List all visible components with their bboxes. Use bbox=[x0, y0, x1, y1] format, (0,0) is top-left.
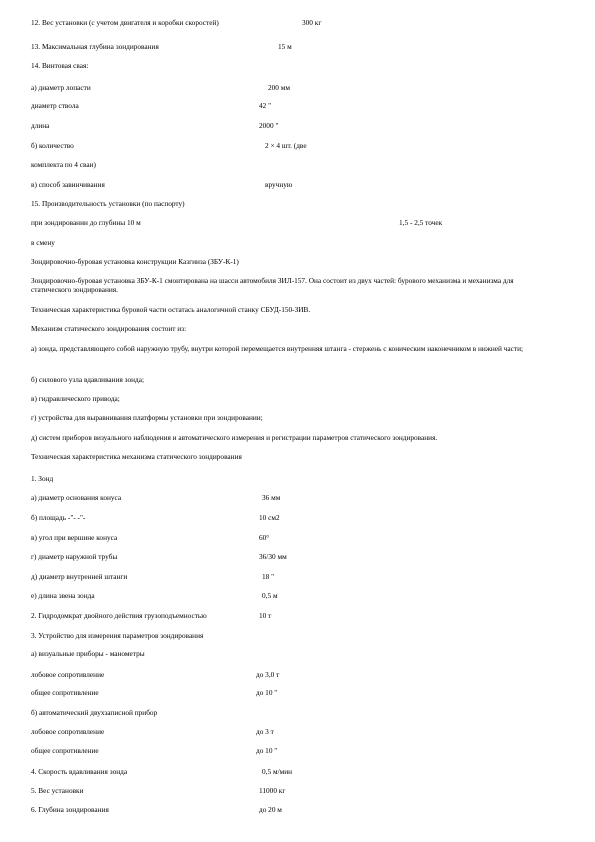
screwing-method-value: вручную bbox=[265, 180, 293, 189]
screwing-method-label: в) способ завинчивания bbox=[31, 180, 105, 189]
hydraulic-jack-value: 10 т bbox=[259, 611, 272, 620]
visual-total-resistance-value: до 10 " bbox=[256, 688, 278, 697]
visual-tip-resistance-label: лобовое сопротивление bbox=[31, 670, 105, 679]
measuring-device-heading: 3. Устройство для измерения параметров зондирования bbox=[31, 631, 204, 640]
outer-pipe-label: г) диаметр наружной трубы bbox=[31, 552, 118, 561]
spec-depth-value: 15 м bbox=[278, 42, 292, 51]
auto-total-resistance-value: до 10 " bbox=[256, 746, 278, 755]
auto-tip-resistance-label: лобовое сопротивление bbox=[31, 727, 105, 736]
shaft-diameter-value: 42 " bbox=[259, 101, 272, 110]
cone-diameter-value: 36 мм bbox=[262, 493, 281, 502]
blade-diameter-value: 200 мм bbox=[268, 83, 291, 92]
rig-weight-label: 5. Вес установки bbox=[31, 786, 84, 795]
mechanism-item-d: г) устройства для выравнивания платформы установки при зондировании; bbox=[31, 413, 263, 422]
pile-count-continuation: комплекта по 4 сваи) bbox=[31, 160, 96, 169]
productivity-heading: 15. Производительность установки (по паспорту) bbox=[31, 199, 185, 208]
tech-spec-heading: Техническая характеристика механизма статического зондирования bbox=[31, 452, 242, 461]
push-speed-value: 0,5 м/мин bbox=[262, 767, 293, 776]
inner-rod-label: д) диаметр внутренней штанги bbox=[31, 572, 128, 581]
visual-tip-resistance-value: до 3,0 т bbox=[256, 670, 280, 679]
drilling-spec-note: Техническая характеристика буровой части остатась аналогичной станку СБУД-150-ЗИВ. bbox=[31, 305, 311, 314]
rig-weight-value: 11000 кг bbox=[259, 786, 286, 795]
probe-link-length-value: 0,5 м bbox=[262, 591, 278, 600]
shaft-diameter-label: диаметр ствола bbox=[31, 101, 79, 110]
probe-link-length-label: е) длина звена зонда bbox=[31, 591, 95, 600]
spec-depth-label: 13. Максимальная глубина зондирования bbox=[31, 42, 159, 51]
visual-total-resistance-label: общее сопротивление bbox=[31, 688, 99, 697]
blade-diameter-label: а) диаметр лопасти bbox=[31, 83, 91, 92]
screw-pile-heading: 14. Винтовая свая: bbox=[31, 61, 89, 70]
spec-weight-label: 12. Вес установки (с учетом двигателя и коробки скоростей) bbox=[31, 18, 219, 27]
cone-angle-value: 60° bbox=[259, 533, 270, 542]
pile-count-value: 2 × 4 шт. (две bbox=[265, 141, 307, 150]
mechanism-item-b: б) силового узла вдавливания зонда; bbox=[31, 375, 145, 384]
mechanism-item-a: а) зонда, представляющего собой наружную трубу, внутри которой перемещается внутренняя штанга - стержень с коническим наконечником в нижней части; bbox=[31, 344, 524, 353]
cone-diameter-label: а) диаметр основания конуса bbox=[31, 493, 122, 502]
pile-length-label: длина bbox=[31, 121, 50, 130]
outer-pipe-value: 36/30 мм bbox=[259, 552, 287, 561]
pile-length-value: 2000 " bbox=[259, 121, 279, 130]
hydraulic-jack-label: 2. Гидродомкрат двойного действия грузоподъемностью bbox=[31, 611, 207, 620]
mechanism-item-c: в) гидравлического привода; bbox=[31, 394, 120, 403]
mechanism-intro: Механизм статического зондирования состоит из: bbox=[31, 324, 187, 333]
sounding-depth-label: 6. Глубина зондирования bbox=[31, 805, 109, 814]
description-paragraph: Зондировочно-буровая установка ЗБУ-К-1 смонтирована на шасси автомобиля ЗИЛ-157. Она состоит из двух частей: бурового механизма и механизма для статического зондирования. bbox=[31, 276, 514, 294]
push-speed-label: 4. Скорость вдавливания зонда bbox=[31, 767, 128, 776]
auto-tip-resistance-value: до 3 т bbox=[256, 727, 274, 736]
probe-heading: 1. Зонд bbox=[31, 474, 54, 483]
productivity-label: при зондировании до глубины 10 м bbox=[31, 218, 141, 227]
auto-recorder-heading: б) автоматический двухзаписной прибор bbox=[31, 708, 158, 717]
cone-area-value: 10 см2 bbox=[259, 513, 280, 522]
section-title: Зондировочно-буровая установка конструкции Казгииза (ЗБУ-К-1) bbox=[31, 257, 239, 266]
auto-total-resistance-label: общее сопротивление bbox=[31, 746, 99, 755]
inner-rod-value: 18 " bbox=[262, 572, 275, 581]
cone-area-label: б) площадь -"- -"- bbox=[31, 513, 86, 522]
visual-gauges-heading: а) визуальные приборы - манометры bbox=[31, 649, 145, 658]
productivity-value: 1,5 - 2,5 точек bbox=[399, 218, 443, 227]
pile-count-label: б) количество bbox=[31, 141, 74, 150]
mechanism-item-e: д) систем приборов визуального наблюдения и автоматического измерения и регистрации параметров статического зондирования. bbox=[31, 433, 438, 442]
productivity-continuation: в смену bbox=[31, 238, 55, 247]
spec-weight-value: 300 кг bbox=[302, 18, 322, 27]
sounding-depth-value: до 20 м bbox=[259, 805, 282, 814]
cone-angle-label: в) угол при вершине конуса bbox=[31, 533, 118, 542]
